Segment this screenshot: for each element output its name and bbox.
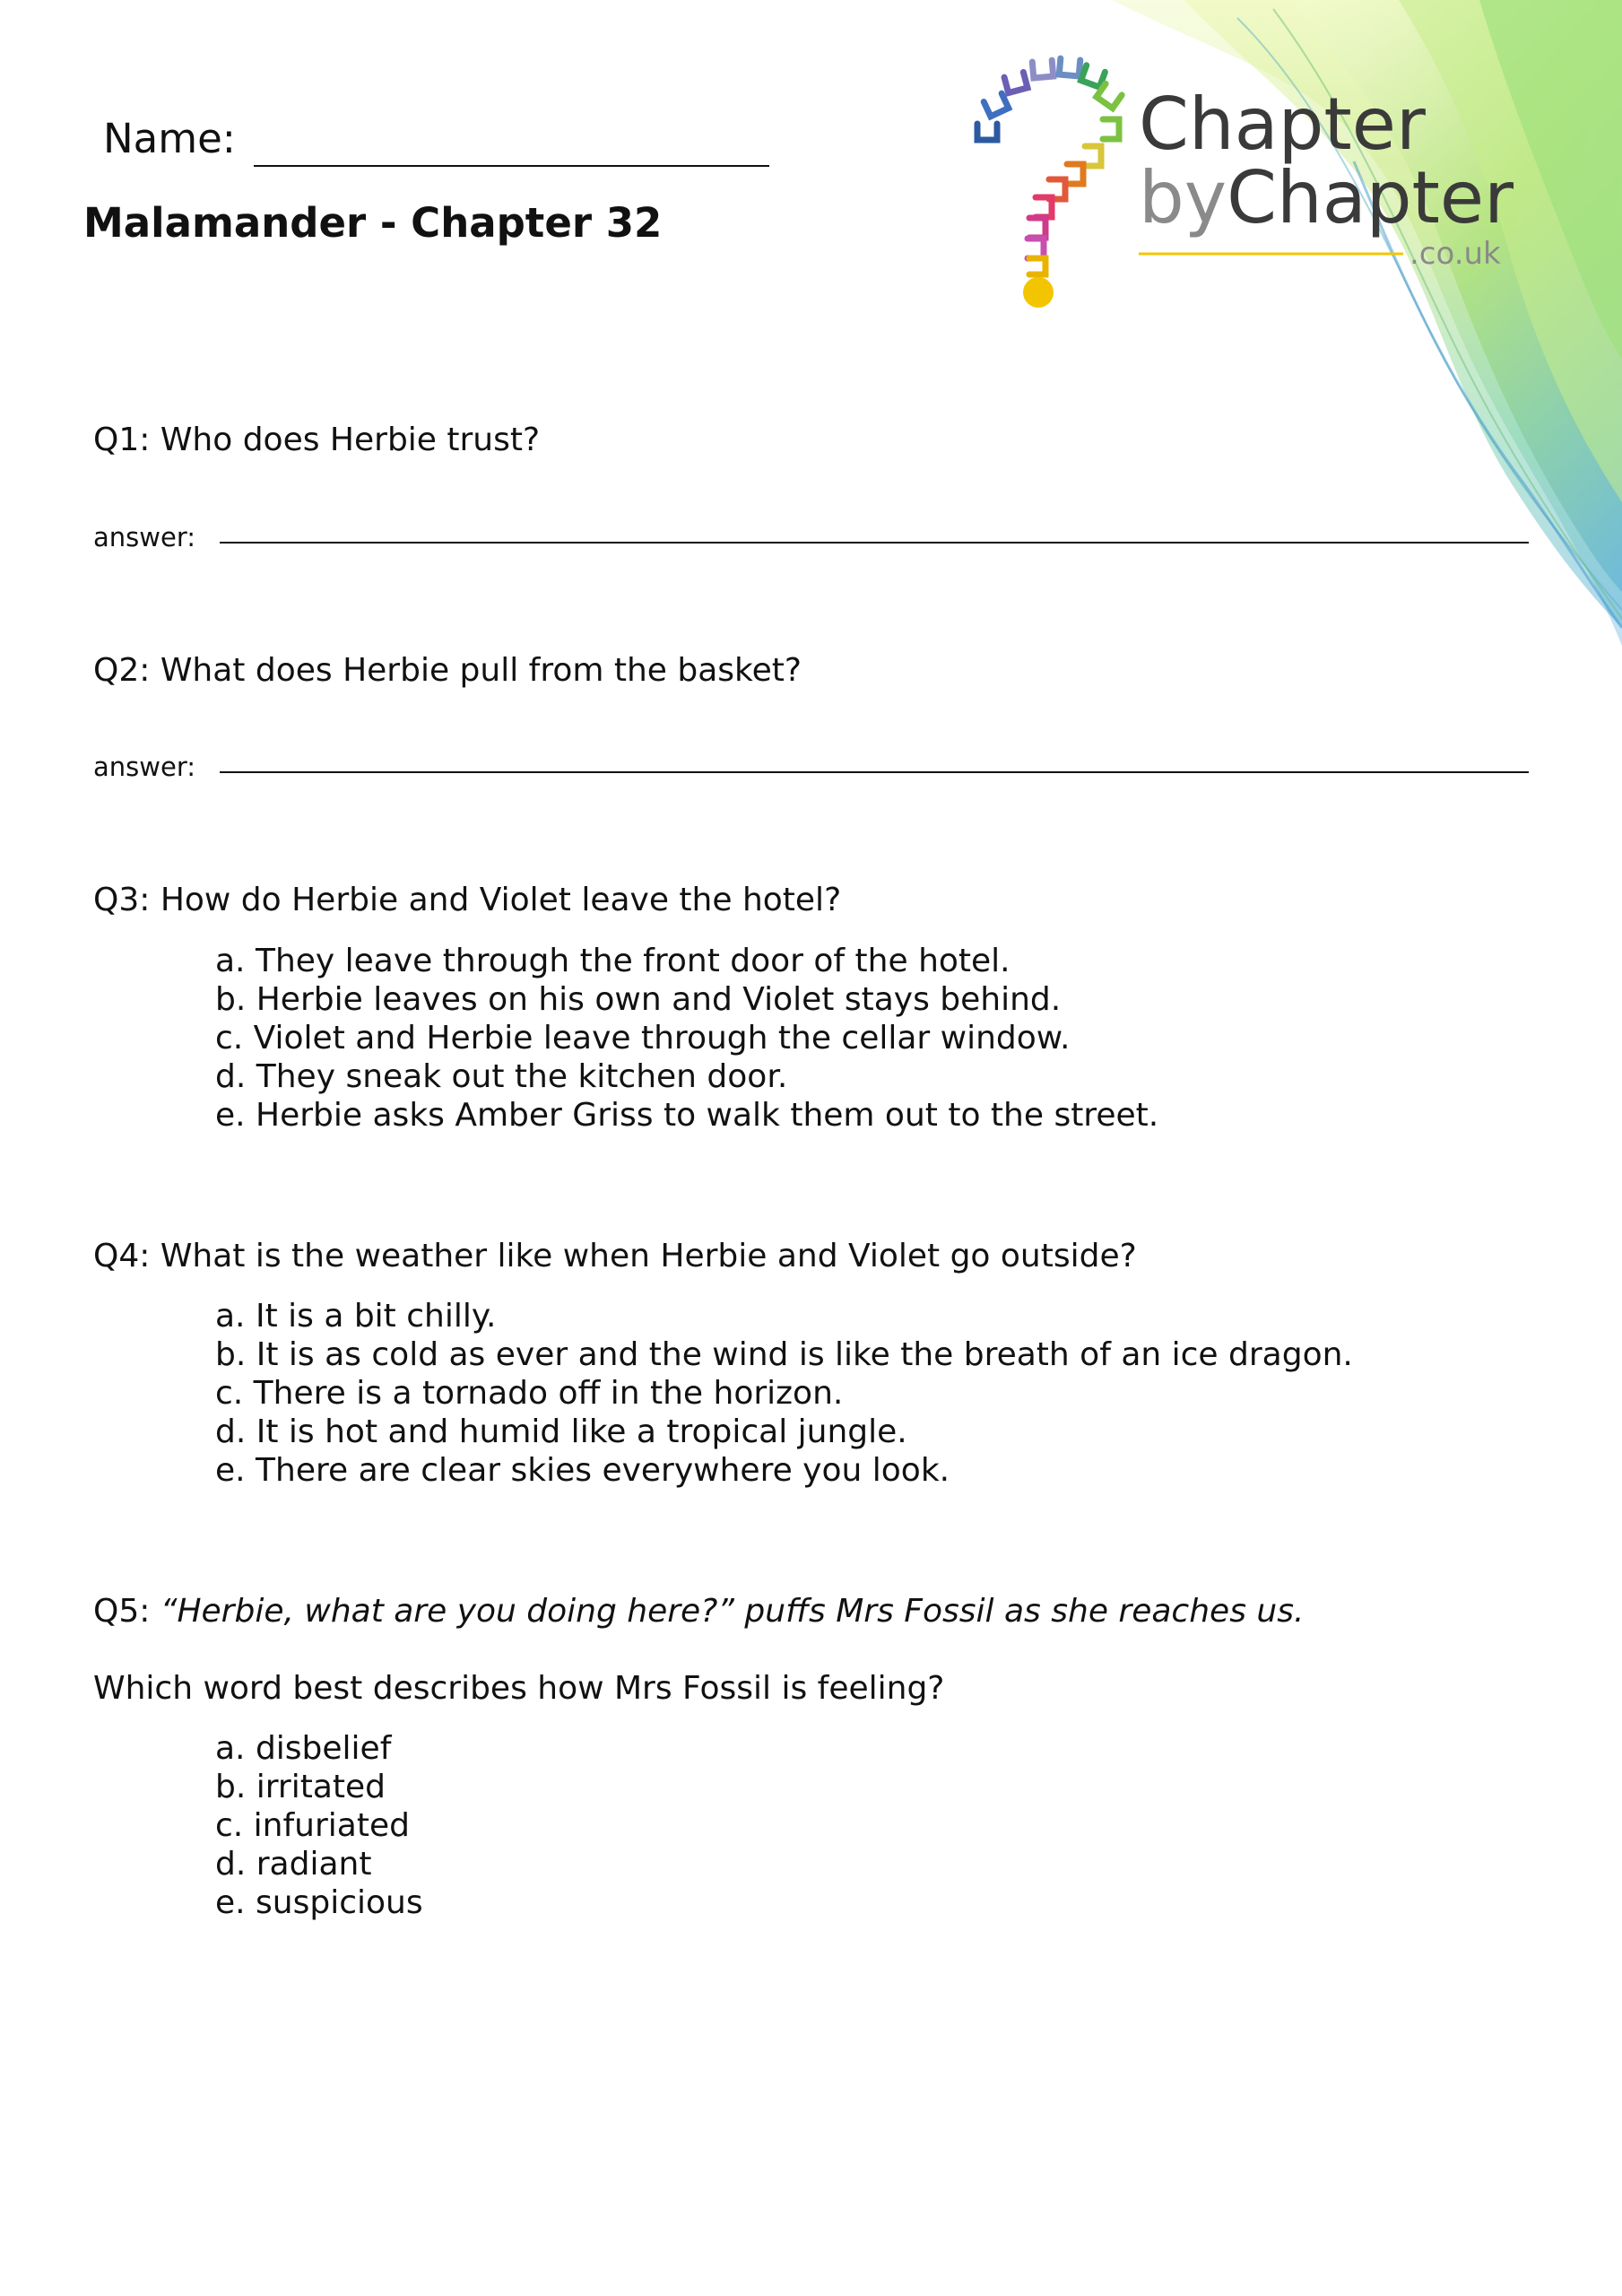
svg-text:byChapter (1139, 156, 1514, 239)
book-arc-icon (977, 58, 1122, 274)
question-5-options (215, 1729, 423, 1922)
question-1: Q1: Who does Herbie trust? (93, 422, 541, 458)
option-3d[interactable]: d. They sneak out the kitchen door. (215, 1058, 788, 1095)
option-5a[interactable]: a. disbelief (215, 1730, 392, 1767)
name-field-line[interactable] (254, 165, 769, 167)
question-2: Q2: What does Herbie pull from the basket? (93, 652, 802, 689)
question-5 (93, 1593, 1304, 1630)
chapter-by-chapter-logo (968, 52, 1542, 312)
name-label: Name: (103, 115, 236, 162)
answer-label-2: answer: (93, 752, 196, 782)
question-4-options (215, 1297, 1353, 1490)
option-3a[interactable]: a. They leave through the front door of the hotel. (215, 943, 1010, 979)
logo-by: by (1139, 156, 1227, 239)
option-4e[interactable]: e. There are clear skies everywhere you look. (215, 1452, 950, 1489)
option-5b[interactable]: b. irritated (215, 1769, 386, 1805)
logo-chapter: Chapter (1227, 156, 1514, 239)
answer-label-1: answer: (93, 522, 196, 552)
answer-line-1[interactable] (220, 542, 1529, 544)
worksheet-title: Malamander - Chapter 32 (83, 199, 663, 247)
option-5c[interactable]: c. infuriated (215, 1807, 410, 1844)
question-3-options (215, 942, 1158, 1135)
question-3: Q3: How do Herbie and Violet leave the hotel? (93, 882, 842, 918)
option-4b[interactable]: b. It is as cold as ever and the wind is like the breath of an ice dragon. (215, 1336, 1353, 1373)
option-5e[interactable]: e. suspicious (215, 1884, 423, 1921)
question-4: Q4: What is the weather like when Herbie and Violet go outside? (93, 1238, 1137, 1274)
question-5-prompt: Which word best describes how Mrs Fossil is feeling? (93, 1670, 945, 1707)
option-4c[interactable]: c. There is a tornado off in the horizon. (215, 1375, 844, 1412)
logo-dot-icon (1023, 277, 1054, 308)
question-5-prefix: Q5: (93, 1593, 160, 1630)
answer-line-2[interactable] (220, 771, 1529, 773)
option-4d[interactable]: d. It is hot and humid like a tropical jungle. (215, 1413, 907, 1450)
logo-line1: Chapter (1139, 83, 1426, 166)
option-3b[interactable]: b. Herbie leaves on his own and Violet stays behind. (215, 981, 1062, 1018)
option-5d[interactable]: d. radiant (215, 1846, 372, 1883)
option-3e[interactable]: e. Herbie asks Amber Griss to walk them out to the street. (215, 1097, 1159, 1134)
question-5-quote: “Herbie, what are you doing here?” puffs Mrs Fossil as she reaches us. (160, 1593, 1305, 1630)
logo-domain: .co.uk (1409, 236, 1501, 272)
option-4a[interactable]: a. It is a bit chilly. (215, 1298, 497, 1335)
option-3c[interactable]: c. Violet and Herbie leave through the cellar window. (215, 1020, 1071, 1057)
